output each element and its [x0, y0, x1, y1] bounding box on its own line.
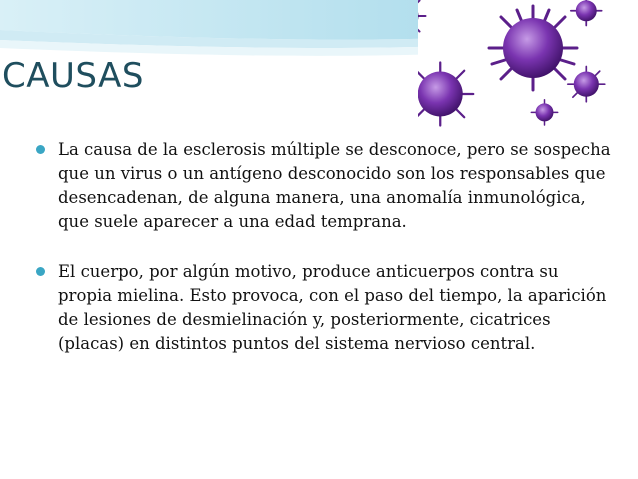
virus-image	[418, 0, 638, 140]
bullet-item	[36, 260, 616, 356]
bullet-item	[36, 138, 616, 234]
slide-title: CAUSAS	[2, 56, 144, 96]
bullet-dot-icon	[36, 267, 45, 276]
bullet-text: El cuerpo, por algún motivo, produce anticuerpos contra su propia mielina. Esto provoca, con el paso del tiempo, la aparición de lesiones de desmielinación y, posteriormente, cicatrices (placas) en distintos puntos del sistema nervioso central.	[58, 262, 607, 353]
bullet-dot-icon	[36, 145, 45, 154]
bullet-list	[36, 138, 616, 382]
bullet-text: La causa de la esclerosis múltiple se desconoce, pero se sospecha que un virus o un antígeno desconocido son los responsables que desencadenan, de alguna manera, una anomalía inmunológica, que suele aparecer a una edad temprana.	[58, 140, 611, 231]
